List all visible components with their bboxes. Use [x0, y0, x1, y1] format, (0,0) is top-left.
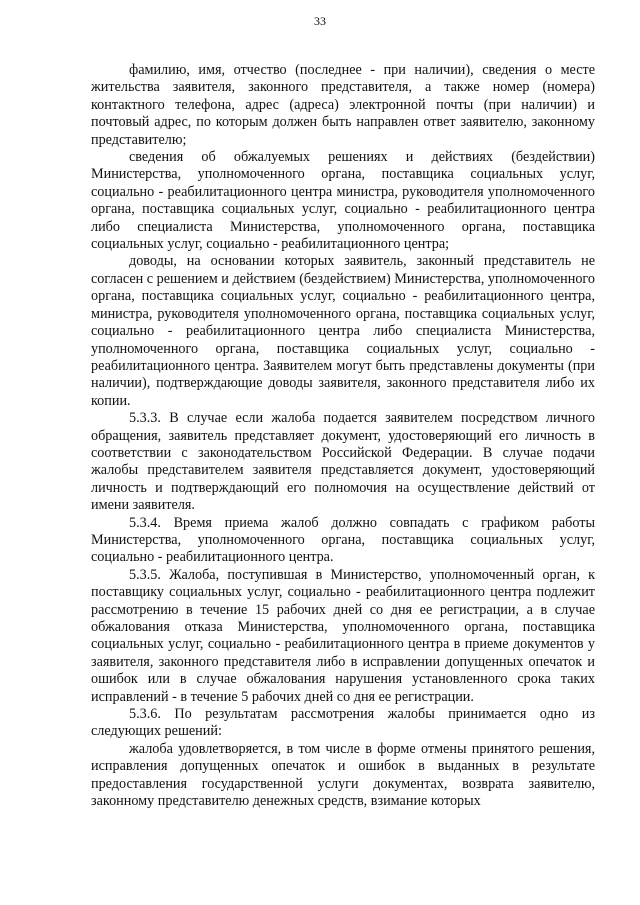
paragraph-arguments: доводы, на основании которых заявитель, законный представитель не согласен с решением и действием (бездействием) Министерства, уполномоченного органа, поставщика социальных услуг, социально - реабилитационного центра, министра, руководителя уполномоченного органа, поставщика социальных услуг, социально - реабилитационного центра либо специалиста Министерства, уполномоченного органа, поставщика социальных услуг, социально - реабилитационного центра. Заявителем могут быть представлены документы (при наличии), подтверждающие доводы заявителя, законного представителя либо их копии.	[91, 253, 595, 409]
paragraph-5-3-4: 5.3.4. Время приема жалоб должно совпадать с графиком работы Министерства, уполномоченного органа, поставщика социальных услуг, социально - реабилитационного центра.	[91, 514, 595, 566]
paragraph-applicant-details: фамилию, имя, отчество (последнее - при наличии), сведения о месте жительства заявителя, законного представителя, а также номер (номера) контактного телефона, адрес (адреса) электронной почты (при наличии) и почтовый адрес, по которым должен быть направлен ответ заявителю, законному представителю;	[91, 62, 595, 148]
page-number: 33	[314, 14, 326, 28]
paragraph-appealed-decisions: сведения об обжалуемых решениях и действиях (бездействии) Министерства, уполномоченного органа, поставщика социальных услуг, социально - реабилитационного центра министра, руководителя уполномоченного органа, поставщика социальных услуг, социально - реабилитационного центра либо специалиста Министерства, уполномоченного органа, поставщика социальных услуг, социально - реабилитационного центра;	[91, 149, 595, 253]
paragraph-5-3-5: 5.3.5. Жалоба, поступившая в Министерство, уполномоченный орган, к поставщику социальных услуг, социально - реабилитационного центра подлежит рассмотрению в течение 15 рабочих дней со дня ее регистрации, а в случае обжалования отказа Министерства, уполномоченного органа, поставщика социальных услуг, социально - реабилитационного центра в приеме документов у заявителя, законного представителя либо в исправлении допущенных опечаток и ошибок или в случае обжалования нарушения установленного срока таких исправлений - в течение 5 рабочих дней со дня ее регистрации.	[91, 566, 595, 705]
paragraph-5-3-6: 5.3.6. По результатам рассмотрения жалобы принимается одно из следующих решений:	[91, 706, 595, 740]
paragraph-complaint-satisfied: жалоба удовлетворяется, в том числе в форме отмены принятого решения, исправления допущенных опечаток и ошибок в выданных в результате предоставления государственной услуги документах, возврата заявителю, законному представителю денежных средств, взимание которых	[91, 740, 595, 810]
document-body	[91, 62, 595, 810]
paragraph-5-3-3: 5.3.3. В случае если жалоба подается заявителем посредством личного обращения, заявитель представляет документ, удостоверяющий его личность в соответствии с законодательством Российской Федерации. В случае подачи жалобы представителем заявителя представляется документ, удостоверяющий личность и подтверждающий его полномочия на осуществление действий от имени заявителя.	[91, 410, 595, 514]
